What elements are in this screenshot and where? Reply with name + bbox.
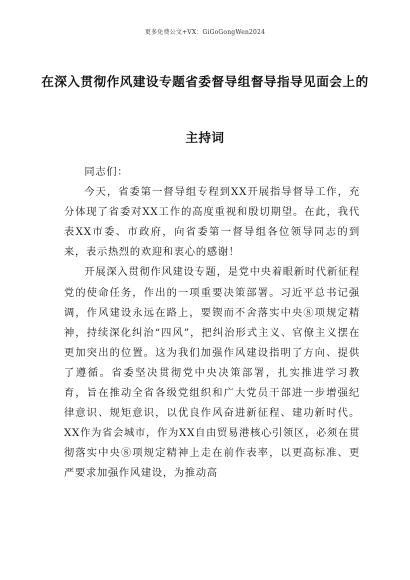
document-body [64, 163, 360, 485]
salutation: 同志们： [84, 167, 129, 178]
body-paragraph-2: 开展深入贯彻作风建设专题，是党中央着眼新时代新征程党的使命任务，作出的一项重要决策部署。习近平总书记强调，作风建设永远在路上，要锲而不舍落实中央⑧项规定精神，持续深化纠治“四风”，把纠治形式主义、官僚主义摆在更加突出的位置。这为我们加强作风建设指明了方向、提供了遵循。省委坚决贯彻党中央决策部署，扎实推进学习教育，旨在推动全省各级党组织和广大党员干部进一步增强纪律意识、规矩意识，以优良作风奋进新征程、建功新时代。XX作为省会城市，作为XX自由贸易港核心引领区，必须在贯彻落实中央⑧项规定精神上走在前作表率，以更高标准、更严要求加强作风建设，为推动高 [64, 267, 360, 480]
document-title-line-2: 主持词 [185, 130, 225, 145]
document-title-line-1: 在深入贯彻作风建设专题省委督导组督导指导见面会上的 [41, 74, 369, 89]
body-paragraph-1: 今天，省委第一督导组专程到XX开展指导督导工作，充分体现了省委对XX工作的高度重视和殷切期望。在此，我代表XX市委、市政府，向省委第一督导组各位领导同志的到来，表示热烈的欢迎和衷心的感谢！ [64, 187, 360, 259]
header-note: 更多免费公文+VX：GiGoGongWen2024 [144, 29, 266, 36]
